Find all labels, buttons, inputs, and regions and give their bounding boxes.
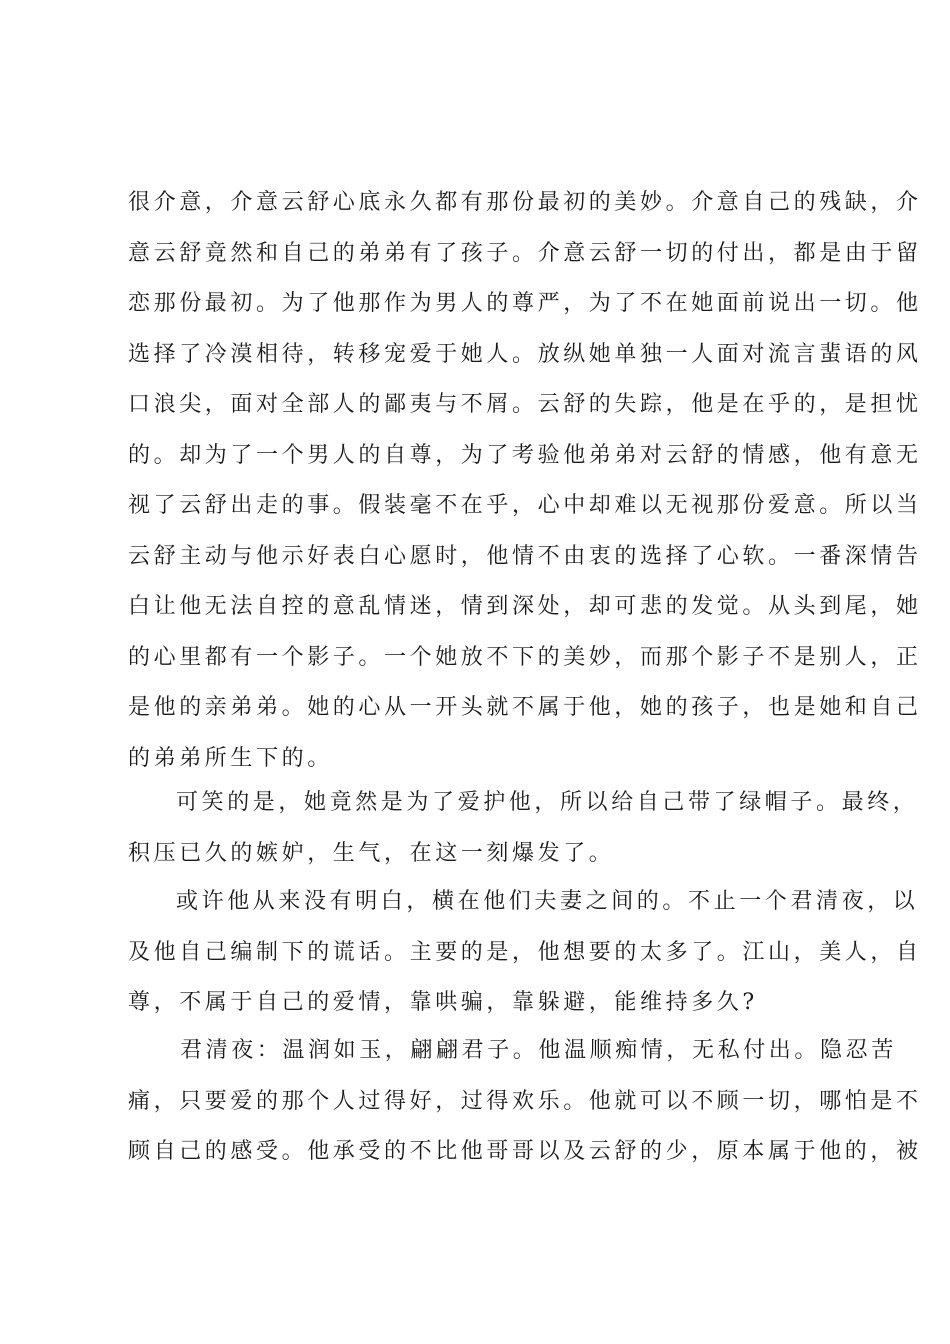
text-line: 意云舒竟然和自己的弟弟有了孩子。介意云舒一切的付出，都是由于留 (128, 240, 922, 266)
text-line: 口浪尖，面对全部人的鄙夷与不屑。云舒的失踪，他是在乎的，是担忧 (128, 392, 922, 417)
text-line: 尊，不属于自己的爱情，靠哄骗，靠躲避，能维持多久? (128, 990, 758, 1015)
paragraph-1 (128, 178, 922, 784)
paragraph-4 (128, 1026, 922, 1178)
text-line: 痛，只要爱的那个人过得好，过得欢乐。他就可以不顾一切，哪怕是不 (128, 1088, 922, 1114)
text-line: 很介意，介意云舒心底永久都有那份最初的美妙。介意自己的残缺，介 (128, 190, 922, 215)
text-line: 恋那份最初。为了他那作为男人的尊严，为了不在她面前说出一切。他 (128, 291, 922, 316)
text-line: 顾自己的感受。他承受的不比他哥哥以及云舒的少，原本属于他的，被 (128, 1139, 922, 1164)
text-line: 白让他无法自控的意乱情迷，情到深处，却可悲的发觉。从头到尾，她 (128, 594, 922, 619)
text-line: 的。却为了一个男人的自尊，为了考验他弟弟对云舒的情感，他有意无 (128, 442, 922, 468)
text-line: 是他的亲弟弟。她的心从一开头就不属于他，她的孩子，也是她和自己 (128, 695, 922, 720)
text-line: 及他自己编制下的谎话。主要的是，他想要的太多了。江山，美人，自 (128, 939, 922, 965)
text-line: 的心里都有一个影子。一个她放不下的美妙，而那个影子不是别人，正 (128, 644, 922, 670)
paragraph-3 (128, 877, 922, 1029)
text-line: 君清夜：温润如玉，翩翩君子。他温顺痴情，无私付出。隐忍苦 (180, 1038, 897, 1063)
text-line: 或许他从来没有明白，横在他们夫妻之间的。不止一个君清夜，以 (176, 889, 919, 914)
text-line: 的弟弟所生下的。 (128, 745, 333, 771)
text-line: 视了云舒出走的事。假装毫不在乎，心中却难以无视那份爱意。所以当 (128, 493, 922, 518)
text-line: 云舒主动与他示好表白心愿时，他情不由衷的选择了心软。一番深情告 (128, 543, 922, 569)
text-line: 选择了冷漠相待，转移宠爱于她人。放纵她单独一人面对流言蜚语的风 (128, 341, 922, 367)
text-line: 积压已久的嫉妒，生气，在这一刻爆发了。 (128, 840, 615, 866)
paragraph-2 (128, 778, 919, 879)
text-line: 可笑的是，她竟然是为了爱护他，所以给自己带了绿帽子。最终， (176, 790, 919, 815)
